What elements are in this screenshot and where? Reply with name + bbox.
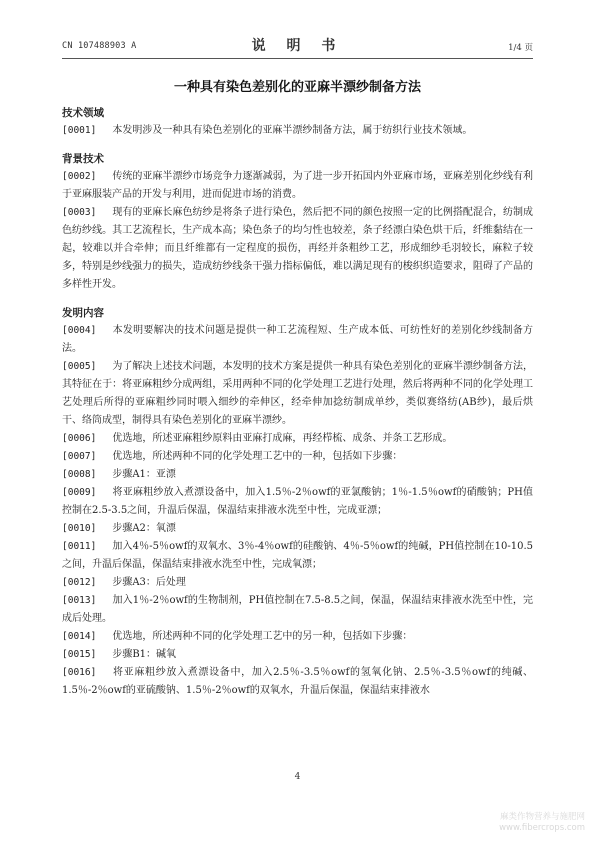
- paragraph-number: [0004]: [62, 325, 97, 336]
- paragraph-number: [0014]: [62, 631, 97, 642]
- paragraph-number: [0001]: [62, 125, 97, 136]
- paragraph-text: 本发明涉及一种具有染色差别化的亚麻半漂纱制备方法，属于纺织行业技术领域。: [112, 125, 473, 136]
- patent-number: CN 107488903 A: [62, 41, 137, 51]
- paragraph-number: [0016]: [62, 667, 97, 678]
- paragraph-text: 优选地，所述两种不同的化学处理工艺中的一种，包括如下步骤：: [112, 451, 403, 462]
- paragraph-text: 步骤B1：碱氧: [112, 649, 177, 660]
- paragraph: [62, 322, 533, 358]
- paragraph-number: [0010]: [62, 523, 97, 534]
- paragraph: [62, 592, 533, 628]
- paragraph-number: [0009]: [62, 487, 97, 498]
- paragraph-text: 步骤A3：后处理: [112, 577, 186, 588]
- paragraph: [62, 204, 533, 294]
- paragraph-text: 步骤A1：亚漂: [112, 469, 176, 480]
- paragraph: [62, 122, 533, 140]
- page-number: 4: [294, 772, 301, 782]
- paragraph: [62, 646, 533, 664]
- paragraph-text: 将亚麻粗纱放入煮漂设备中，加入1.5％-2％owf的亚氯酸钠；1％-1.5％owf的硝酸钠；PH值控制在2.5-3.5之间，升温后保温，保温结束排液水洗至中性，完成亚漂；: [62, 487, 533, 516]
- paragraph: [62, 484, 533, 520]
- paragraph: [62, 168, 533, 204]
- paragraph-text: 现有的亚麻长麻色纺纱是将条子进行染色，然后把不同的颜色按照一定的比例搭配混合，纺制成色纺纱线。其工艺流程长，生产成本高；染色条子的均匀性也较差，条子经漂白染色烘干后，纤维黏结在一起，较难以并合牵伸；而且纤维都有一定程度的损伤，再经并条粗纱工艺，形成细纱毛羽较长，麻粒子较多，特别是纱线强力的损失，造成纺纱线条干强力指标偏低，难以满足现有的梭织织造要求，阻碍了产品的多样性开发。: [62, 207, 533, 290]
- paragraph: [62, 430, 533, 448]
- document-body: [62, 104, 533, 700]
- paragraph: [62, 574, 533, 592]
- paragraph-number: [0005]: [62, 361, 97, 372]
- watermark: [499, 812, 585, 834]
- watermark-line-1: 麻类作物营养与施肥网: [499, 812, 585, 822]
- paragraph: [62, 664, 533, 700]
- paragraph-number: [0012]: [62, 577, 97, 588]
- paragraph-number: [0007]: [62, 451, 97, 462]
- paragraph: [62, 520, 533, 538]
- paragraph: [62, 628, 533, 646]
- page-header: [62, 36, 533, 54]
- paragraph-number: [0003]: [62, 207, 97, 218]
- paragraph-text: 加入4％-5％owf的双氧水、3％-4％owf的硅酸钠、4％-5％owf的纯碱，PH值控制在10-10.5之间，升温后保温，保温结束排液水洗至中性，完成氧漂；: [62, 541, 533, 570]
- paragraph-text: 加入1％-2％owf的生物制剂，PH值控制在7.5-8.5之间，保温，保温结束排液水洗至中性，完成后处理。: [62, 595, 533, 624]
- document-title: 一种具有染色差别化的亚麻半漂纱制备方法: [173, 80, 421, 95]
- doc-type-title: 说 明 书: [251, 38, 344, 54]
- header-divider: [62, 58, 533, 59]
- paragraph-number: [0013]: [62, 595, 97, 606]
- section-heading: 技术领域: [62, 107, 104, 119]
- paragraph-text: 为了解决上述技术问题，本发明的技术方案是提供一种具有染色差别化的亚麻半漂纱制备方法，其特征在于：将亚麻粗纱分成两组，采用两种不同的化学处理工艺进行处理，然后将两种不同的化学处理工艺处理后所得的亚麻粗纱同时喂入细纱的牵伸区，经牵伸加捻纺制成单纱，类似赛络纺(AB纱)，最后烘干、络筒成型，制得具有染色差别化的亚麻半漂纱。: [62, 361, 533, 426]
- paragraph-number: [0008]: [62, 469, 97, 480]
- section-heading: 发明内容: [62, 307, 104, 319]
- paragraph-text: 优选地，所述两种不同的化学处理工艺中的另一种，包括如下步骤：: [112, 631, 413, 642]
- paragraph-number: [0015]: [62, 649, 97, 660]
- section-heading: 背景技术: [62, 153, 104, 165]
- paragraph: [62, 358, 533, 430]
- paragraph-text: 步骤A2：氧漂: [112, 523, 176, 534]
- paragraph-text: 本发明要解决的技术问题是提供一种工艺流程短、生产成本低、可纺性好的差别化纱线制备方法。: [62, 325, 533, 354]
- paragraph-text: 将亚麻粗纱放入煮漂设备中，加入2.5％-3.5％owf的氢氧化钠、2.5％-3.5％owf的纯碱、1.5％-2％owf的亚硫酸钠、1.5％-2％owf的双氧水，升温后保温，保温结束排液水: [62, 667, 533, 696]
- paragraph: [62, 466, 533, 484]
- page-indicator: 1/4 页: [508, 43, 533, 53]
- paragraph-text: 传统的亚麻半漂纱市场竞争力逐渐减弱，为了进一步开拓国内外亚麻市场，亚麻差别化纱线有利于亚麻服装产品的开发与利用，进而促进市场的消费。: [62, 171, 533, 200]
- paragraph-number: [0006]: [62, 433, 97, 444]
- paragraph-number: [0011]: [62, 541, 97, 552]
- paragraph-number: [0002]: [62, 171, 97, 182]
- watermark-line-2: www.fibercrops.com: [499, 823, 585, 833]
- paragraph: [62, 538, 533, 574]
- paragraph-text: 优选地，所述亚麻粗纱原料由亚麻打成麻，再经栉梳、成条、并条工艺形成。: [112, 433, 453, 444]
- paragraph: [62, 448, 533, 466]
